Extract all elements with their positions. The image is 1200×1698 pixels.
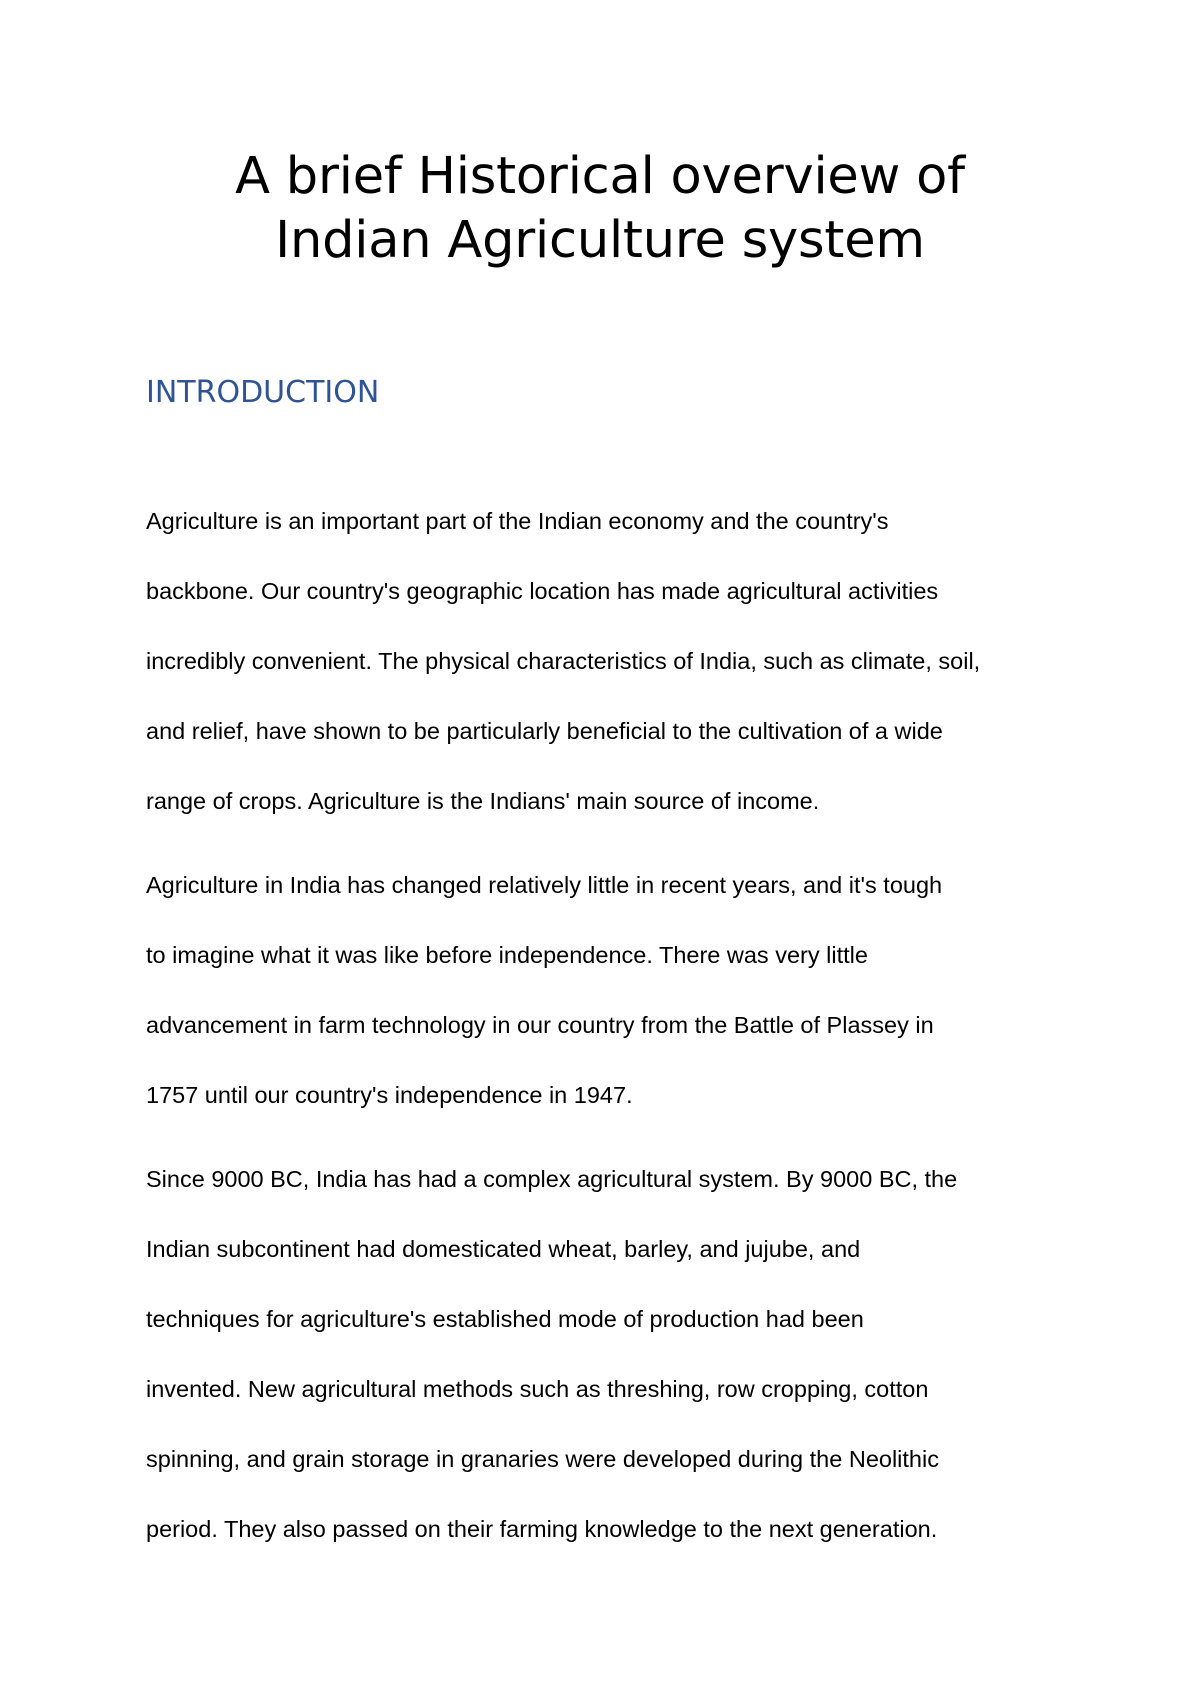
section-heading: INTRODUCTION <box>146 375 380 410</box>
paragraph-line: period. They also passed on their farming knowledge to the next generation. <box>146 1516 938 1542</box>
paragraph-line: range of crops. Agriculture is the Indians' main source of income. <box>146 788 820 814</box>
paragraph-line: Agriculture is an important part of the Indian economy and the country's <box>146 508 889 534</box>
paragraph-line: Since 9000 BC, India has had a complex agricultural system. By 9000 BC, the <box>146 1166 958 1192</box>
paragraph-line: spinning, and grain storage in granaries were developed during the Neolithic <box>146 1446 939 1472</box>
paragraph-line: advancement in farm technology in our country from the Battle of Plassey in <box>146 1012 934 1038</box>
paragraph-line: and relief, have shown to be particularly beneficial to the cultivation of a wide <box>146 718 943 744</box>
paragraph-line: 1757 until our country's independence in 1947. <box>146 1082 633 1108</box>
paragraph-line: invented. New agricultural methods such as threshing, row cropping, cotton <box>146 1376 929 1402</box>
paragraph-line: Agriculture in India has changed relatively little in recent years, and it's tough <box>146 872 943 898</box>
paragraph-line: Indian subcontinent had domesticated wheat, barley, and jujube, and <box>146 1236 861 1262</box>
document-title <box>100 145 1100 273</box>
paragraph-line: techniques for agriculture's established mode of production had been <box>146 1306 864 1332</box>
paragraph-line: backbone. Our country's geographic location has made agricultural activities <box>146 578 939 604</box>
paragraph-line: to imagine what it was like before independence. There was very little <box>146 942 868 968</box>
title-line: A brief Historical overview of <box>235 147 965 206</box>
paragraph-line: incredibly convenient. The physical characteristics of India, such as climate, soil, <box>146 648 981 674</box>
title-line: Indian Agriculture system <box>275 211 925 270</box>
